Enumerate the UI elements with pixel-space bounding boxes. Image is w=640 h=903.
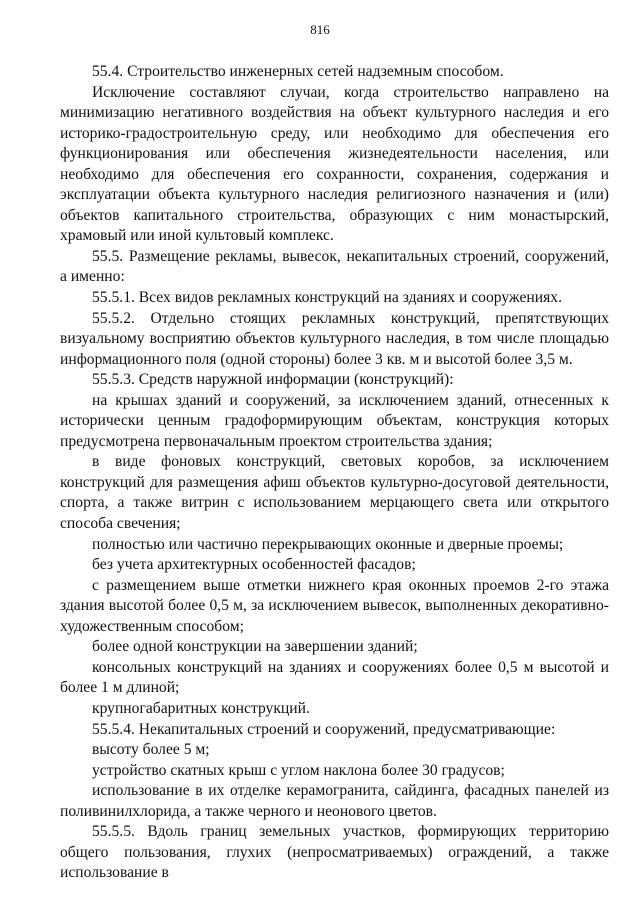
paragraph-55-5-5: 55.5.5. Вдоль границ земельных участков, формирующих территорию общего пользования, глухих (непросматриваемых) ограждений, а также использование в <box>60 823 609 882</box>
list-item-materials: использование в их отделке керамогранита, сайдинга, фасадных панелей из поливинилхлорида, а также черного и неонового цветов. <box>60 782 609 820</box>
list-item-facade-features: без учета архитектурных особенностей фасадов; <box>92 556 416 574</box>
list-item-height: высоту более 5 м; <box>92 741 210 759</box>
list-item-window-overlap: полностью или частично перекрывающих оконные и дверные проемы; <box>92 535 564 553</box>
list-item-console: консольных конструкций на зданиях и сооружениях более 0,5 м высотой и более 1 м длиной; <box>60 658 609 697</box>
paragraph-55-5-4: 55.5.4. Некапитальных строений и сооружений, предусматривающие: <box>92 720 556 738</box>
list-item-roofs: на крышах зданий и сооружений, за исключением зданий, отнесенных к исторически ценным градоформирующим объектам, конструкция которых предусмотрена первоначальным проектом строительства здания; <box>60 391 609 450</box>
list-item-background-constructions: в виде фоновых конструкций, световых коробов, за исключением конструкций для размещения афиш объектов культурно-досуговой деятельности, спорта, а также витрин с использованием мерцающего света или открытого способа свечения; <box>60 453 609 533</box>
paragraph-55-4: 55.4. Строительство инженерных сетей надземным способом. <box>92 63 504 80</box>
document-body <box>60 62 609 884</box>
paragraph-55-5-2: 55.5.2. Отдельно стоящих рекламных конструкций, препятствующих визуальному восприятию объектов культурного наследия, в том числе площадью информационного поля (одной стороны) более 3 кв. м и высотой более 3,5 м. <box>60 309 609 368</box>
paragraph-55-5-3: 55.5.3. Средств наружной информации (конструкций): <box>92 371 454 389</box>
paragraph-exception: Исключение составляют случаи, когда строительство направлено на минимизацию негативного воздействия на объект культурного наследия и его историко-градостроительную среду, или необходимо для обеспечения его функционирования или обеспечения жизнедеятельности населения, или необходимо для обеспечения его сохранности, сохранения, содержания и эксплуатации объекта культурного наследия религиозного назначения и (или) объектов капитального строительства, образующих с ним монастырский, храмовый или иной культовый комплекс. <box>60 83 609 245</box>
list-item-large: крупногабаритных конструкций. <box>92 699 310 717</box>
paragraph-55-5: 55.5. Размещение рекламы, вывесок, некапитальных строений, сооружений, а именно: <box>60 247 609 286</box>
paragraph-55-5-1: 55.5.1. Всех видов рекламных конструкций на зданиях и сооружениях. <box>92 289 562 307</box>
list-item-second-floor: с размещением выше отметки нижнего края оконных проемов 2-го этажа здания высотой более 0,5 м, за исключением вывесок, выполненных декоративно-художественным способом; <box>60 576 609 635</box>
list-item-building-top: более одной конструкции на завершении зданий; <box>92 638 418 656</box>
list-item-pitched-roofs: устройство скатных крыш с углом наклона более 30 градусов; <box>92 761 505 779</box>
page-number: 816 <box>310 22 330 37</box>
